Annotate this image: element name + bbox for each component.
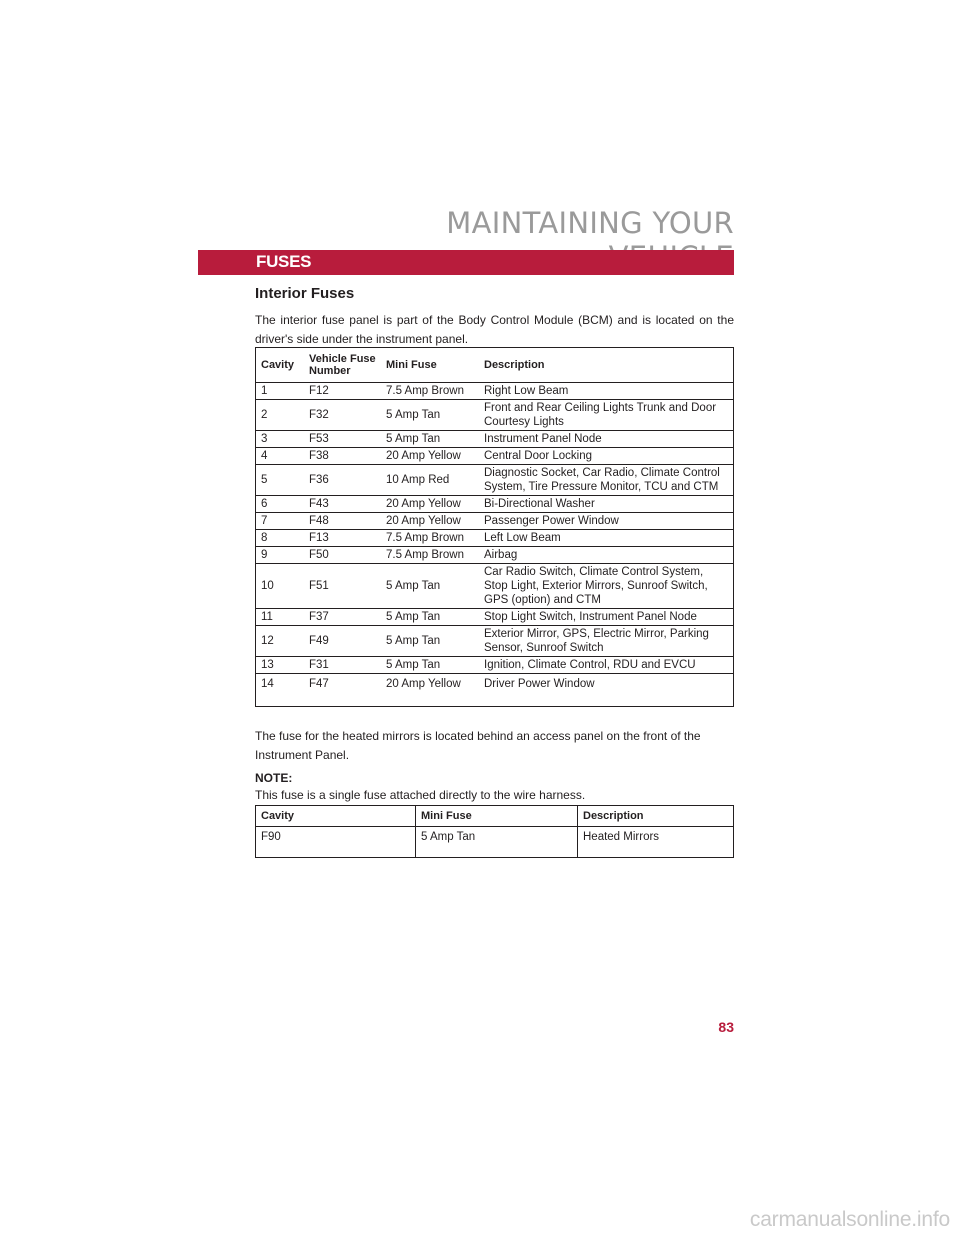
table-cell: 4 — [256, 448, 305, 465]
table-cell: 10 — [256, 564, 305, 609]
column-header: Mini Fuse — [416, 806, 578, 827]
table-cell: 12 — [256, 626, 305, 657]
table-cell: Front and Rear Ceiling Lights Trunk and Door Courtesy Lights — [479, 400, 734, 431]
table-cell: F36 — [304, 465, 381, 496]
table-row — [256, 513, 734, 530]
table-cell: 10 Amp Red — [381, 465, 479, 496]
table-cell: F37 — [304, 609, 381, 626]
table-cell: 5 — [256, 465, 305, 496]
heated-mirror-fuse-table — [255, 805, 734, 858]
table-cell: 6 — [256, 496, 305, 513]
interior-fuse-table — [255, 347, 734, 707]
table-cell: 20 Amp Yellow — [381, 448, 479, 465]
table-cell: 7.5 Amp Brown — [381, 547, 479, 564]
table-row — [256, 547, 734, 564]
table-cell: Bi-Directional Washer — [479, 496, 734, 513]
table-cell: 5 Amp Tan — [381, 657, 479, 674]
table-cell: 5 Amp Tan — [381, 609, 479, 626]
table-cell: Ignition, Climate Control, RDU and EVCU — [479, 657, 734, 674]
table-cell: Passenger Power Window — [479, 513, 734, 530]
table-cell: 20 Amp Yellow — [381, 674, 479, 707]
table-cell: F50 — [304, 547, 381, 564]
table-row — [256, 530, 734, 547]
watermark: carmanualsonline.info — [749, 1208, 950, 1231]
table-cell: F51 — [304, 564, 381, 609]
table-cell: F90 — [256, 827, 416, 858]
table-row — [256, 626, 734, 657]
table-cell: 9 — [256, 547, 305, 564]
subheading: Interior Fuses — [255, 285, 355, 302]
table-row — [256, 400, 734, 431]
section-header-bar — [198, 250, 734, 275]
table-cell: Diagnostic Socket, Car Radio, Climate Control System, Tire Pressure Monitor, TCU and CTM — [479, 465, 734, 496]
table-cell: F31 — [304, 657, 381, 674]
column-header: Description — [578, 806, 734, 827]
table-row — [256, 431, 734, 448]
table-cell: Exterior Mirror, GPS, Electric Mirror, Parking Sensor, Sunroof Switch — [479, 626, 734, 657]
table-cell: Central Door Locking — [479, 448, 734, 465]
table-cell: F13 — [304, 530, 381, 547]
table-cell: F32 — [304, 400, 381, 431]
table-row — [256, 496, 734, 513]
table-row — [256, 657, 734, 674]
table-cell: Instrument Panel Node — [479, 431, 734, 448]
table-cell: Driver Power Window — [479, 674, 734, 707]
table-row — [256, 564, 734, 609]
table-row — [256, 465, 734, 496]
column-header: Cavity — [256, 806, 416, 827]
table-cell: 13 — [256, 657, 305, 674]
table-cell: 3 — [256, 431, 305, 448]
table-cell: 20 Amp Yellow — [381, 513, 479, 530]
table-cell: Heated Mirrors — [583, 831, 660, 843]
table-cell: 7 — [256, 513, 305, 530]
table-cell: F12 — [304, 383, 381, 400]
table-header-row — [256, 806, 734, 827]
table-cell: 7.5 Amp Brown — [381, 530, 479, 547]
table-cell: Right Low Beam — [479, 383, 734, 400]
chapter-title: MAINTAINING YOUR — [446, 206, 734, 240]
table-cell: F48 — [304, 513, 381, 530]
table-cell: 20 Amp Yellow — [381, 496, 479, 513]
note-text: This fuse is a single fuse attached directly to the wire harness. — [255, 788, 586, 802]
table-cell: 5 Amp Tan — [381, 431, 479, 448]
table-cell: 1 — [256, 383, 305, 400]
table-row — [256, 448, 734, 465]
table-cell: Airbag — [479, 547, 734, 564]
table-row — [256, 827, 734, 858]
column-header: Description — [479, 348, 734, 383]
table-cell: 14 — [256, 674, 305, 707]
table-cell: 5 Amp Tan — [381, 564, 479, 609]
table-cell: F49 — [304, 626, 381, 657]
table-header-row — [256, 348, 734, 383]
note-label: NOTE: — [255, 771, 293, 785]
table-cell: 5 Amp Tan — [381, 400, 479, 431]
table-cell: 7.5 Amp Brown — [381, 383, 479, 400]
table-row — [256, 383, 734, 400]
table-cell: F53 — [304, 431, 381, 448]
column-header: Vehicle Fuse Number — [304, 348, 381, 383]
table-cell: F43 — [304, 496, 381, 513]
column-header: Mini Fuse — [381, 348, 479, 383]
table-cell: Car Radio Switch, Climate Control System, Stop Light, Exterior Mirrors, Sunroof Switch, GPS (option) and CTM — [479, 564, 734, 609]
heated-mirror-paragraph: The fuse for the heated mirrors is located behind an access panel on the front of the Instrument Panel. — [255, 729, 701, 762]
table-cell: F38 — [304, 448, 381, 465]
intro-paragraph: The interior fuse panel is part of the Body Control Module (BCM) and is located on the driver's side under the instrument panel. — [255, 313, 734, 346]
section-title: FUSES — [256, 252, 312, 271]
table-cell: Left Low Beam — [479, 530, 734, 547]
table-row — [256, 674, 734, 707]
table-cell: 11 — [256, 609, 305, 626]
column-header: Cavity — [256, 348, 305, 383]
table-cell: F47 — [304, 674, 381, 707]
table-cell: Stop Light Switch, Instrument Panel Node — [479, 609, 734, 626]
table-cell: 5 Amp Tan — [416, 827, 578, 858]
page-number: 83 — [718, 1019, 734, 1035]
table-cell: 2 — [256, 400, 305, 431]
table-cell: 5 Amp Tan — [381, 626, 479, 657]
table-cell: 8 — [256, 530, 305, 547]
table-row — [256, 609, 734, 626]
